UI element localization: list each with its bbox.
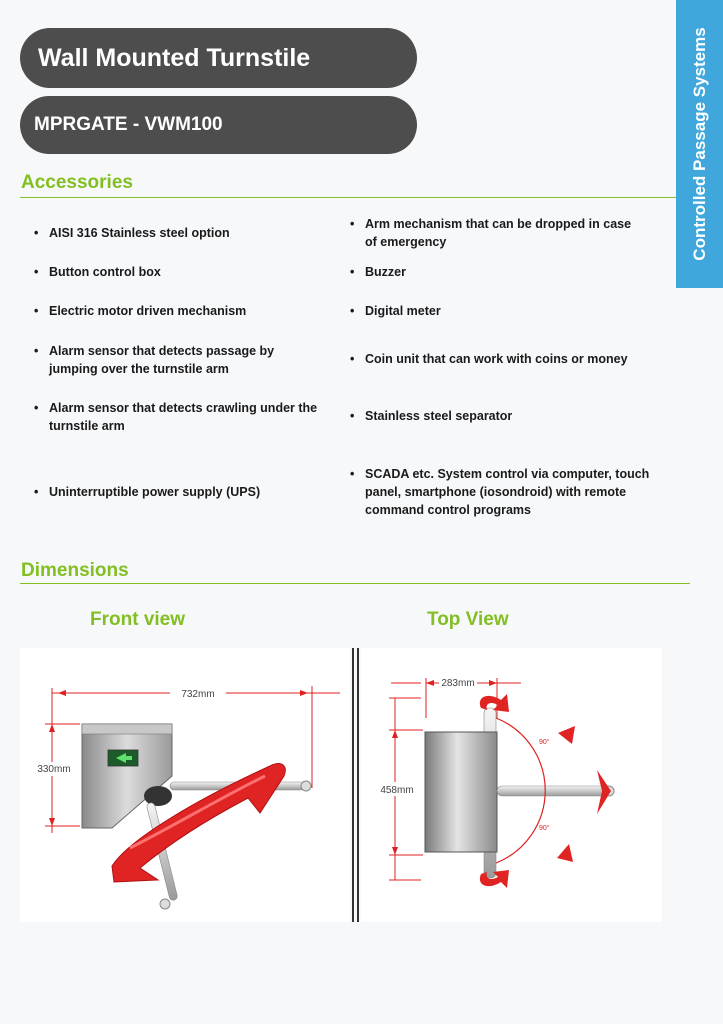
accessories-heading: Accessories bbox=[21, 172, 133, 193]
top-angle-label: 90° bbox=[539, 739, 550, 746]
bottom-angle-label: 90° bbox=[539, 825, 550, 832]
top-height-dimension: 458mm bbox=[380, 785, 414, 796]
accessory-item: • Buzzer bbox=[350, 265, 406, 279]
front-view-label: Front view bbox=[90, 609, 186, 630]
accessory-item: • AISI 316 Stainless steel option bbox=[34, 226, 230, 240]
front-width-dimension: 732mm bbox=[181, 689, 215, 700]
direction-arrow bbox=[558, 726, 575, 744]
top-view-label: Top View bbox=[427, 609, 509, 630]
accessory-item: • Digital meter bbox=[350, 304, 441, 318]
model-number: MPRGATE - VWM100 bbox=[20, 96, 417, 154]
accessory-item: • Electric motor driven mechanism bbox=[34, 304, 247, 318]
top-view-diagram bbox=[361, 648, 662, 922]
accessory-item: • Arm mechanism that can be dropped in case of emergency bbox=[350, 217, 632, 249]
accessory-item: • SCADA etc. System control via computer, touch panel, smartphone (iosondroid) with remote command control programs bbox=[350, 467, 650, 517]
rotation-arrow bbox=[480, 694, 509, 712]
turnstile-housing bbox=[82, 724, 172, 828]
view-divider bbox=[352, 648, 354, 922]
accessory-item: • Coin unit that can work with coins or money bbox=[350, 352, 628, 366]
turnstile-arm bbox=[497, 786, 607, 796]
turnstile-housing bbox=[425, 732, 497, 852]
side-tab-label: Controlled Passage Systems bbox=[689, 27, 709, 261]
view-divider bbox=[357, 648, 359, 922]
dimensions-rule bbox=[20, 583, 690, 584]
side-tab bbox=[676, 0, 723, 288]
accessory-item: • Alarm sensor that detects passage by jumping over the turnstile arm bbox=[34, 344, 275, 376]
front-view-diagram bbox=[20, 648, 350, 922]
accessories-rule bbox=[20, 197, 676, 198]
accessory-item: • Alarm sensor that detects crawling under the turnstile arm bbox=[34, 401, 318, 433]
accessory-item: • Button control box bbox=[34, 265, 161, 279]
accessory-item: • Stainless steel separator bbox=[350, 409, 513, 423]
accessory-item: • Uninterruptible power supply (UPS) bbox=[34, 485, 261, 499]
page-title: Wall Mounted Turnstile bbox=[20, 28, 417, 88]
top-view-drawing bbox=[361, 648, 662, 922]
top-width-dimension: 283mm bbox=[441, 678, 475, 689]
front-height-dimension: 330mm bbox=[37, 764, 71, 775]
rotor-hub bbox=[144, 786, 172, 806]
front-view-drawing bbox=[20, 648, 350, 922]
direction-arrow bbox=[557, 844, 573, 862]
dimensions-heading: Dimensions bbox=[21, 560, 129, 581]
